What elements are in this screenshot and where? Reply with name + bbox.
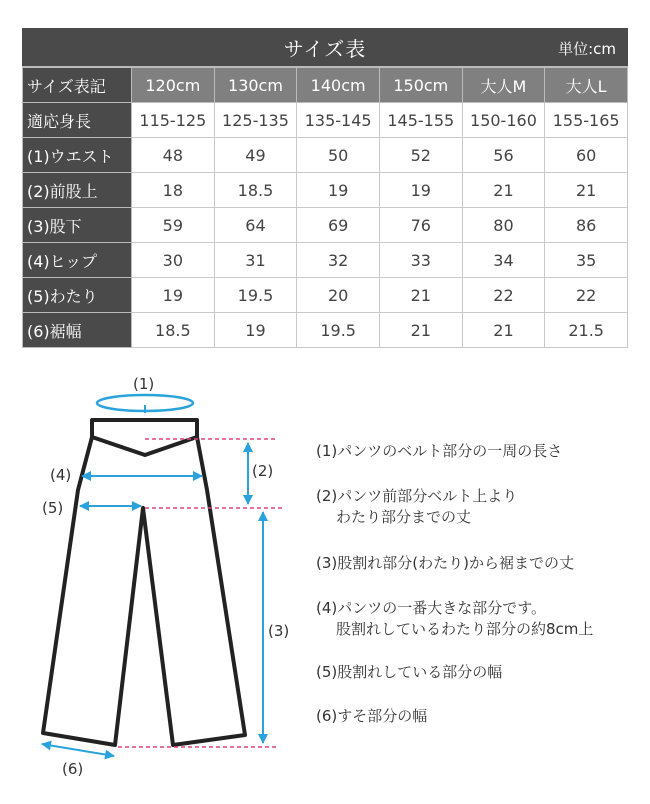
pants-illustration: [0, 365, 650, 800]
table-row: [23, 313, 628, 348]
row-label: (2)前股上: [23, 173, 132, 208]
table-row: [23, 278, 628, 313]
description-line: 股割れしているわたり部分の約8cm上: [336, 620, 594, 638]
description-4: [316, 598, 593, 640]
table-cell: 20: [297, 278, 380, 313]
table-cell: 19: [297, 173, 380, 208]
table-cell: 69: [297, 208, 380, 243]
description-6: [316, 706, 427, 727]
table-cell: 86: [545, 208, 628, 243]
pants-outline: [43, 437, 245, 745]
table-cell: 21: [379, 278, 462, 313]
size-col-header: 130cm: [214, 68, 297, 103]
description-line: (6)すそ部分の幅: [316, 707, 428, 725]
table-cell: 35: [545, 243, 628, 278]
size-col-header: 150cm: [379, 68, 462, 103]
row-label: (1)ウエスト: [23, 138, 132, 173]
table-row: [23, 103, 628, 138]
table-cell: 21: [379, 313, 462, 348]
size-table: [22, 28, 628, 348]
table-cell: 19: [214, 313, 297, 348]
table-cell: 50: [297, 138, 380, 173]
table-cell: 21: [462, 173, 545, 208]
table-header-row: [23, 68, 628, 103]
table-cell: 150-160: [462, 103, 545, 138]
description-5: [316, 662, 502, 683]
table-cell: 34: [462, 243, 545, 278]
table-cell: 80: [462, 208, 545, 243]
table-cell: 115-125: [132, 103, 215, 138]
table-cell: 18: [132, 173, 215, 208]
row-label: (6)裾幅: [23, 313, 132, 348]
table-cell: 30: [132, 243, 215, 278]
table-row: [23, 208, 628, 243]
row-label: (3)股下: [23, 208, 132, 243]
description-line: (5)股割れしている部分の幅: [316, 663, 503, 681]
table-cell: 60: [545, 138, 628, 173]
row-label: 適応身長: [23, 103, 132, 138]
table-cell: 32: [297, 243, 380, 278]
table-cell: 21.5: [545, 313, 628, 348]
description-line: (4)パンツの一番大きな部分です。: [316, 599, 547, 617]
size-col-header: 大人M: [462, 68, 545, 103]
table-cell: 52: [379, 138, 462, 173]
unit-label: 単位:cm: [558, 40, 616, 58]
table-cell: 31: [214, 243, 297, 278]
table-cell: 56: [462, 138, 545, 173]
table-cell: 125-135: [214, 103, 297, 138]
table-cell: 49: [214, 138, 297, 173]
hem-arrow: [42, 744, 114, 756]
description-3: [316, 553, 574, 574]
table-cell: 19: [132, 278, 215, 313]
label-6: (6): [62, 760, 84, 778]
table-cell: 155-165: [545, 103, 628, 138]
table-cell: 145-155: [379, 103, 462, 138]
label-4: (4): [50, 466, 72, 484]
label-1: (1): [133, 375, 155, 393]
table-cell: 76: [379, 208, 462, 243]
size-col-header: 140cm: [297, 68, 380, 103]
table-row: [23, 138, 628, 173]
table-cell: 22: [462, 278, 545, 313]
table-cell: 22: [545, 278, 628, 313]
table-cell: 18.5: [132, 313, 215, 348]
table-cell: 33: [379, 243, 462, 278]
size-grid: [22, 67, 628, 348]
table-row: [23, 243, 628, 278]
description-1: [316, 441, 562, 462]
table-cell: 135-145: [297, 103, 380, 138]
label-2: (2): [252, 462, 274, 480]
header-label: サイズ表記: [23, 68, 132, 103]
table-cell: 18.5: [214, 173, 297, 208]
size-col-header: 大人L: [545, 68, 628, 103]
waistband-outline: [92, 420, 197, 455]
table-cell: 64: [214, 208, 297, 243]
description-line: (2)パンツ前部分ベルト上より: [316, 487, 518, 505]
row-label: (4)ヒップ: [23, 243, 132, 278]
table-cell: 21: [462, 313, 545, 348]
label-5: (5): [42, 499, 64, 517]
table-cell: 19: [379, 173, 462, 208]
label-3: (3): [268, 622, 290, 640]
size-col-header: 120cm: [132, 68, 215, 103]
table-title: サイズ表: [283, 36, 367, 61]
table-cell: 19.5: [297, 313, 380, 348]
description-2: [316, 486, 517, 528]
table-row: [23, 173, 628, 208]
table-cell: 48: [132, 138, 215, 173]
description-line: (3)股割れ部分(わたり)から裾までの丈: [316, 554, 574, 572]
measurement-diagram: [0, 365, 650, 800]
table-cell: 19.5: [214, 278, 297, 313]
table-cell: 21: [545, 173, 628, 208]
description-line: (1)パンツのベルト部分の一周の長さ: [316, 442, 563, 460]
row-label: (5)わたり: [23, 278, 132, 313]
table-cell: 59: [132, 208, 215, 243]
table-title-bar: [22, 28, 628, 67]
description-line: わたり部分までの丈: [336, 508, 472, 526]
